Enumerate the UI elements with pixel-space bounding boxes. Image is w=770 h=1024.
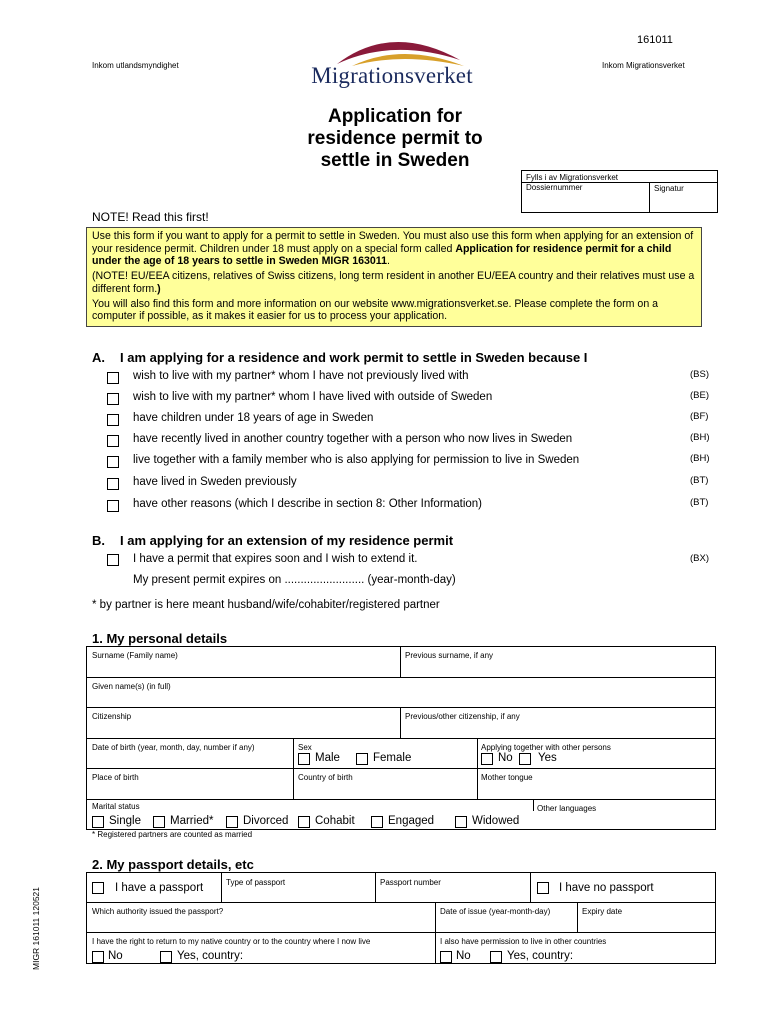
section-1-heading: 1. My personal details [92, 631, 228, 646]
section-a-option-3-label: have children under 18 years of age in Sweden [133, 412, 374, 424]
passport-number-field[interactable]: Passport number [380, 878, 441, 887]
section-a-letter: A. [92, 350, 105, 365]
personal-details-row-5 [86, 768, 716, 800]
section-a-option-6-label: have lived in Sweden previously [133, 476, 297, 488]
form-code-vertical: MIGR 161011 120521 [31, 886, 41, 970]
section-a-option-4-label: have recently lived in another country together with a person who now lives in Sweden [133, 433, 573, 445]
other-languages-field[interactable]: Other languages [537, 804, 597, 813]
section-a-option-5-checkbox[interactable] [107, 456, 119, 468]
applying-together-no-label: No [498, 752, 513, 764]
right-to-return-yes-label: Yes, country: [177, 950, 244, 962]
other-permission-yes-checkbox[interactable] [490, 951, 502, 963]
marital-option-divorced-label: Divorced [243, 815, 289, 827]
sex-label: Sex [298, 743, 312, 752]
section-a-option-5-label: live together with a family member who is also applying for permission to live in Sweden [133, 454, 580, 466]
marital-option-widowed-checkbox[interactable] [455, 816, 467, 828]
registered-partners-note: * Registered partners are counted as married [92, 830, 253, 839]
personal-details-row-1 [86, 646, 716, 678]
other-permission-no-label: No [456, 950, 471, 962]
extend-permit-label: I have a permit that expires soon and I wish to extend it. [133, 553, 418, 565]
section-a-heading: I am applying for a residence and work permit to settle in Sweden because I [120, 350, 588, 365]
applying-together-yes-label: Yes [538, 752, 557, 764]
other-permission-no-checkbox[interactable] [440, 951, 452, 963]
right-to-return-label: I have the right to return to my native country or to the country where I now live [92, 937, 371, 946]
section-a-option-7-code: (BT) [690, 497, 709, 508]
marital-option-cohabit-checkbox[interactable] [298, 816, 310, 828]
permit-expires-field[interactable]: My present permit expires on ......................... (year-month-day) [133, 574, 456, 586]
date-of-birth-field[interactable]: Date of birth (year, month, day, number if any) [92, 743, 255, 752]
no-passport-checkbox[interactable] [537, 882, 549, 894]
personal-details-row-2 [86, 677, 716, 708]
note-paragraph-1: Use this form if you want to apply for a permit to settle in Sweden. You must also use this form when applying for an extension of your residence permit. Children under 18 must apply on a special form called Application for residence permit for a child under the age of 18 years to settle in Sweden MIGR 163011. [92, 230, 694, 268]
type-of-passport-field[interactable]: Type of passport [226, 878, 286, 887]
marital-option-married-checkbox[interactable] [153, 816, 165, 828]
section-a-option-4-checkbox[interactable] [107, 435, 119, 447]
note-heading: NOTE! Read this first! [92, 210, 209, 224]
office-use-box [521, 170, 718, 213]
logo-text: Migrationsverket [311, 63, 473, 88]
expiry-date-field[interactable]: Expiry date [582, 907, 623, 916]
extend-permit-checkbox[interactable] [107, 554, 119, 566]
applying-together-no-checkbox[interactable] [481, 753, 493, 765]
section-a-option-5-code: (BH) [690, 453, 710, 464]
note-box [86, 227, 702, 327]
section-a-option-1-code: (BS) [690, 369, 709, 380]
female-checkbox[interactable] [356, 753, 368, 765]
male-label: Male [315, 752, 340, 764]
migrationsverket-logo [292, 30, 492, 90]
previous-citizenship-field[interactable]: Previous/other citizenship, if any [405, 712, 520, 721]
given-names-field[interactable]: Given name(s) (in full) [92, 682, 171, 691]
country-of-birth-field[interactable]: Country of birth [298, 773, 353, 782]
marital-option-engaged-checkbox[interactable] [371, 816, 383, 828]
note-paragraph-3: You will also find this form and more information on our website www.migrationsverket.se. Please complete the form on a computer if possible, as it makes it easier for us to process your application. [92, 297, 659, 323]
section-a-option-3-code: (BF) [690, 411, 709, 422]
extend-permit-code: (BX) [690, 553, 709, 564]
section-a-option-2-checkbox[interactable] [107, 393, 119, 405]
section-b-letter: B. [92, 533, 105, 548]
page-title [290, 106, 500, 172]
section-a-option-1-checkbox[interactable] [107, 372, 119, 384]
mother-tongue-field[interactable]: Mother tongue [481, 773, 533, 782]
title-line-2: residence permit to [307, 128, 483, 149]
section-a-option-2-code: (BE) [690, 390, 709, 401]
applying-together-label: Applying together with other persons [481, 743, 611, 752]
form-number: 161011 [637, 34, 673, 46]
dossiernummer-field[interactable]: Dossiernummer [526, 183, 583, 192]
surname-field[interactable]: Surname (Family name) [92, 651, 178, 660]
date-of-issue-field[interactable]: Date of issue (year-month-day) [440, 907, 551, 916]
signatur-field[interactable]: Signatur [654, 184, 684, 193]
right-to-return-no-label: No [108, 950, 123, 962]
personal-details-row-3 [86, 707, 716, 739]
issuing-authority-field[interactable]: Which authority issued the passport? [92, 907, 224, 916]
section-a-option-6-code: (BT) [690, 475, 709, 486]
section-a-option-7-checkbox[interactable] [107, 500, 119, 512]
female-label: Female [373, 752, 412, 764]
section-a-option-2-label: wish to live with my partner* whom I have lived with outside of Sweden [133, 391, 493, 403]
marital-option-married-label: Married* [170, 815, 214, 827]
marital-option-single-label: Single [109, 815, 141, 827]
title-line-3: settle in Sweden [320, 150, 470, 171]
inkom-utlandsmyndighet-label: Inkom utlandsmyndighet [92, 61, 179, 70]
section-a-option-1-label: wish to live with my partner* whom I have not previously lived with [133, 370, 469, 382]
citizenship-field[interactable]: Citizenship [92, 712, 132, 721]
office-use-title: Fylls i av Migrationsverket [526, 173, 619, 182]
title-line-1: Application for [327, 106, 463, 127]
marital-option-engaged-label: Engaged [388, 815, 435, 827]
no-passport-label: I have no passport [559, 882, 654, 894]
previous-surname-field[interactable]: Previous surname, if any [405, 651, 494, 660]
applying-together-yes-checkbox[interactable] [519, 753, 531, 765]
other-permission-label: I also have permission to live in other countries [440, 937, 607, 946]
male-checkbox[interactable] [298, 753, 310, 765]
inkom-migrationsverket-label: Inkom Migrationsverket [602, 61, 685, 70]
marital-option-single-checkbox[interactable] [92, 816, 104, 828]
section-a-option-4-code: (BH) [690, 432, 710, 443]
section-a-option-6-checkbox[interactable] [107, 478, 119, 490]
right-to-return-no-checkbox[interactable] [92, 951, 104, 963]
marital-status-label: Marital status [92, 802, 140, 811]
marital-option-widowed-label: Widowed [472, 815, 520, 827]
marital-option-cohabit-label: Cohabit [315, 815, 355, 827]
place-of-birth-field[interactable]: Place of birth [92, 773, 139, 782]
partner-note: * by partner is here meant husband/wife/cohabiter/registered partner [92, 599, 440, 611]
marital-option-divorced-checkbox[interactable] [226, 816, 238, 828]
right-to-return-yes-checkbox[interactable] [160, 951, 172, 963]
section-a-option-7-label: have other reasons (which I describe in section 8: Other Information) [133, 498, 483, 510]
have-passport-checkbox[interactable] [92, 882, 104, 894]
section-2-heading: 2. My passport details, etc [92, 857, 254, 872]
section-a-option-3-checkbox[interactable] [107, 414, 119, 426]
other-permission-yes-label: Yes, country: [507, 950, 574, 962]
section-b-heading: I am applying for an extension of my residence permit [120, 533, 454, 548]
note-paragraph-2: (NOTE! EU/EEA citizens, relatives of Swiss citizens, long term resident in another EU/EEA country and their relatives must use a different form.) [92, 270, 695, 295]
have-passport-label: I have a passport [115, 882, 204, 894]
